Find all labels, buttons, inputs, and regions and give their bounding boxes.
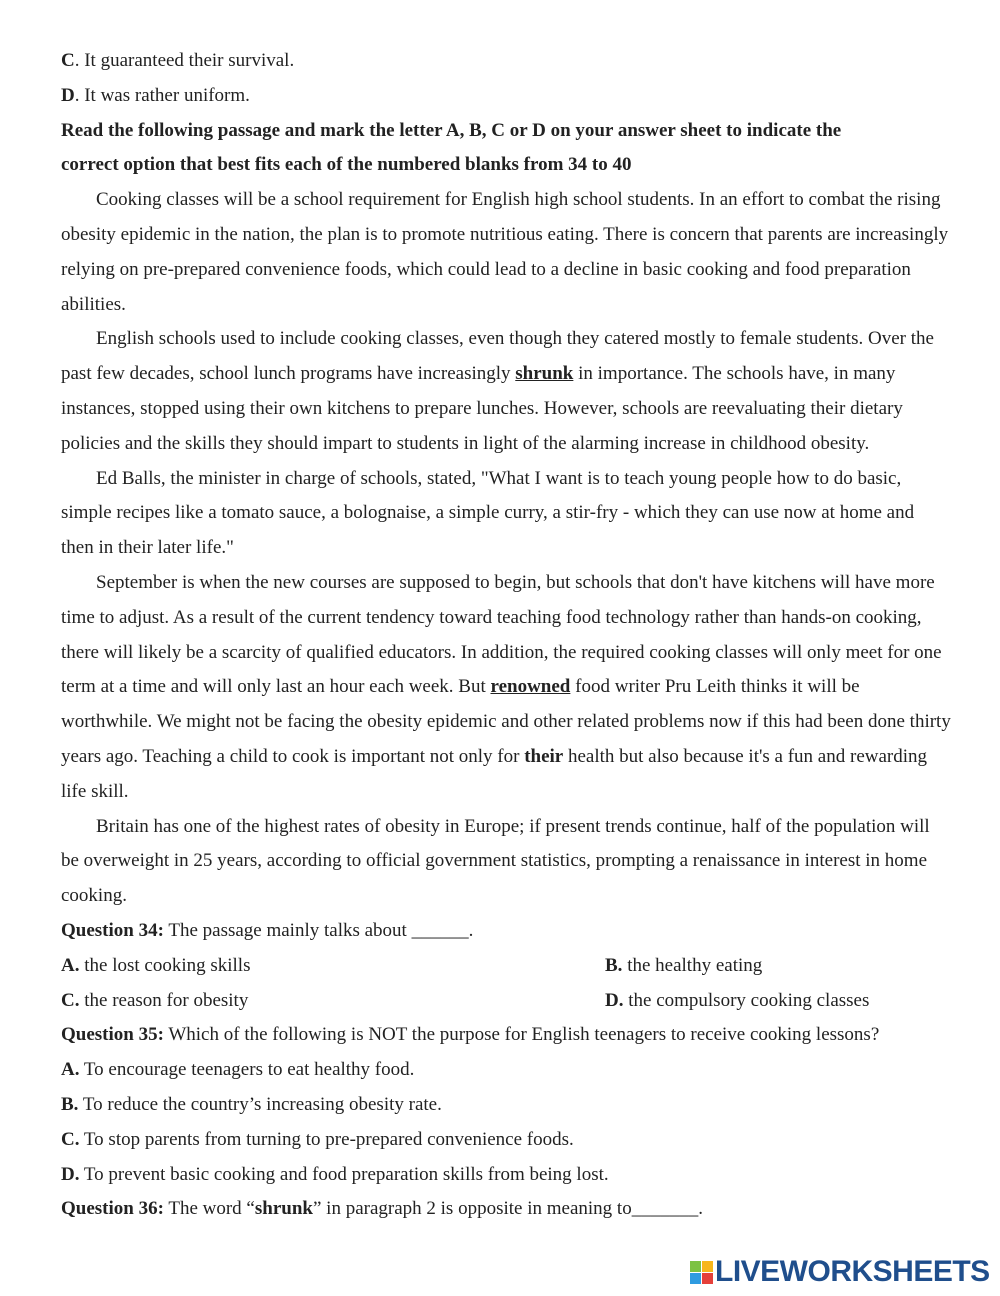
q34-option-b[interactable] bbox=[605, 949, 762, 984]
option-letter: B. bbox=[605, 954, 623, 976]
logo-square-red bbox=[702, 1273, 713, 1284]
question-text: ” in paragraph 2 is opposite in meaning to_______. bbox=[312, 1198, 703, 1220]
q35-option-c[interactable] bbox=[61, 1123, 951, 1158]
option-letter: D bbox=[61, 84, 75, 106]
option-text: To encourage teenagers to eat healthy food. bbox=[79, 1059, 415, 1081]
instruction-line-2: correct option that best fits each of the numbered blanks from 34 to 40 bbox=[61, 154, 632, 176]
option-letter: A. bbox=[61, 1059, 80, 1081]
q34-options-row-1 bbox=[61, 949, 951, 984]
option-text: the compulsory cooking classes bbox=[623, 989, 870, 1011]
paragraph-text: English schools used to include cooking classes, even though they catered mostly to female students. Over the past few decades, school lunch programs have increasingly bbox=[61, 328, 934, 385]
question-35 bbox=[61, 1018, 951, 1053]
logo-square-yellow bbox=[702, 1261, 713, 1272]
option-letter: A. bbox=[61, 954, 80, 976]
option-text: . It was rather uniform. bbox=[74, 84, 250, 106]
passage-paragraph-1: Cooking classes will be a school requirement for English high school students. In an effort to combat the rising obesity epidemic in the nation, the plan is to promote nutritious eating. There is concern that parents are increasingly relying on pre-prepared convenience foods, which could lead to a decline in basic cooking and food preparation abilities. bbox=[61, 189, 949, 315]
option-letter: B. bbox=[61, 1093, 79, 1115]
passage-paragraph-4 bbox=[61, 566, 951, 810]
option-text: To stop parents from turning to pre-prepared convenience foods. bbox=[79, 1128, 574, 1150]
q34-options-row-2 bbox=[61, 984, 951, 1019]
worksheet-page bbox=[61, 44, 951, 1227]
q34-option-c[interactable] bbox=[61, 984, 605, 1019]
question-label: Question 35: bbox=[61, 1024, 164, 1046]
question-label: Question 34: bbox=[61, 919, 164, 941]
passage-paragraph-3: Ed Balls, the minister in charge of schools, stated, "What I want is to teach young people how to do basic, simple recipes like a tomato sauce, a bolognaise, a simple curry, a stir-fry - which they can use now at home and then in their later life." bbox=[61, 467, 915, 559]
passage-paragraph-2 bbox=[61, 322, 951, 461]
option-text: . It guaranteed their survival. bbox=[74, 50, 295, 71]
option-text: the reason for obesity bbox=[79, 989, 249, 1011]
q35-option-d[interactable] bbox=[61, 1158, 951, 1193]
question-label: Question 36: bbox=[61, 1198, 164, 1220]
highlighted-word-their: their bbox=[524, 745, 564, 767]
highlighted-word-shrunk: shrunk bbox=[515, 363, 574, 385]
option-letter: D. bbox=[61, 1163, 80, 1185]
logo-icon bbox=[690, 1261, 713, 1284]
paragraph-text: in importance. The schools have, in many instances, stopped using their own kitchens to prepare lunches. However, schools are reevaluating their dietary policies and the skills they should impart to students in light of the alarming increase in childhood obesity. bbox=[61, 363, 903, 454]
option-letter: C. bbox=[61, 1128, 80, 1150]
option-text: the healthy eating bbox=[622, 954, 763, 976]
q35-option-b[interactable] bbox=[61, 1088, 951, 1123]
liveworksheets-logo[interactable] bbox=[690, 1252, 990, 1292]
q34-option-a[interactable] bbox=[61, 949, 605, 984]
option-text: To prevent basic cooking and food preparation skills from being lost. bbox=[79, 1163, 609, 1185]
paragraph-text: food writer Pru Leith thinks it will be worthwhile. We might not be facing the obesity epidemic and other related problems now if this had been done thirty years ago. Teaching a child to cook is important not only for bbox=[61, 676, 951, 767]
question-keyword: shrunk bbox=[254, 1198, 313, 1220]
paragraph-text: September is when the new courses are supposed to begin, but schools that don't have kitchens will have more time to adjust. As a result of the current tendency toward teaching food technology rather than hands-on cooking, there will likely be a scarcity of qualified educators. In addition, the required cooking classes will only meet for one term at a time and will only last an hour each week. But bbox=[61, 571, 942, 698]
logo-text: LIVEWORKSHEETS bbox=[715, 1255, 990, 1288]
prev-option-d bbox=[61, 79, 951, 114]
highlighted-word-renowned: renowned bbox=[490, 676, 571, 698]
option-text: the lost cooking skills bbox=[79, 954, 251, 976]
option-text: To reduce the country’s increasing obesity rate. bbox=[78, 1093, 442, 1115]
instruction-line-1: Read the following passage and mark the letter A, B, C or D on your answer sheet to indicate the bbox=[61, 119, 842, 141]
passage-paragraph-5: Britain has one of the highest rates of obesity in Europe; if present trends continue, half of the population will be overweight in 25 years, according to official government statistics, prompting a renaissance in interest in home cooking. bbox=[61, 815, 930, 907]
option-letter: C bbox=[61, 50, 75, 71]
logo-square-green bbox=[690, 1261, 701, 1272]
question-text: The passage mainly talks about ______. bbox=[163, 919, 474, 941]
option-letter: C. bbox=[61, 989, 80, 1011]
question-text: Which of the following is NOT the purpose for English teenagers to receive cooking lessons? bbox=[163, 1024, 880, 1046]
paragraph-text: health but also because it's a fun and rewarding life skill. bbox=[61, 745, 928, 802]
q35-option-a[interactable] bbox=[61, 1053, 951, 1088]
logo-square-blue bbox=[690, 1273, 701, 1284]
question-text: The word “ bbox=[163, 1198, 255, 1220]
q34-option-d[interactable] bbox=[605, 984, 869, 1019]
question-36 bbox=[61, 1192, 951, 1227]
prev-option-c bbox=[61, 44, 951, 79]
option-letter: D. bbox=[605, 989, 624, 1011]
question-34 bbox=[61, 914, 951, 949]
